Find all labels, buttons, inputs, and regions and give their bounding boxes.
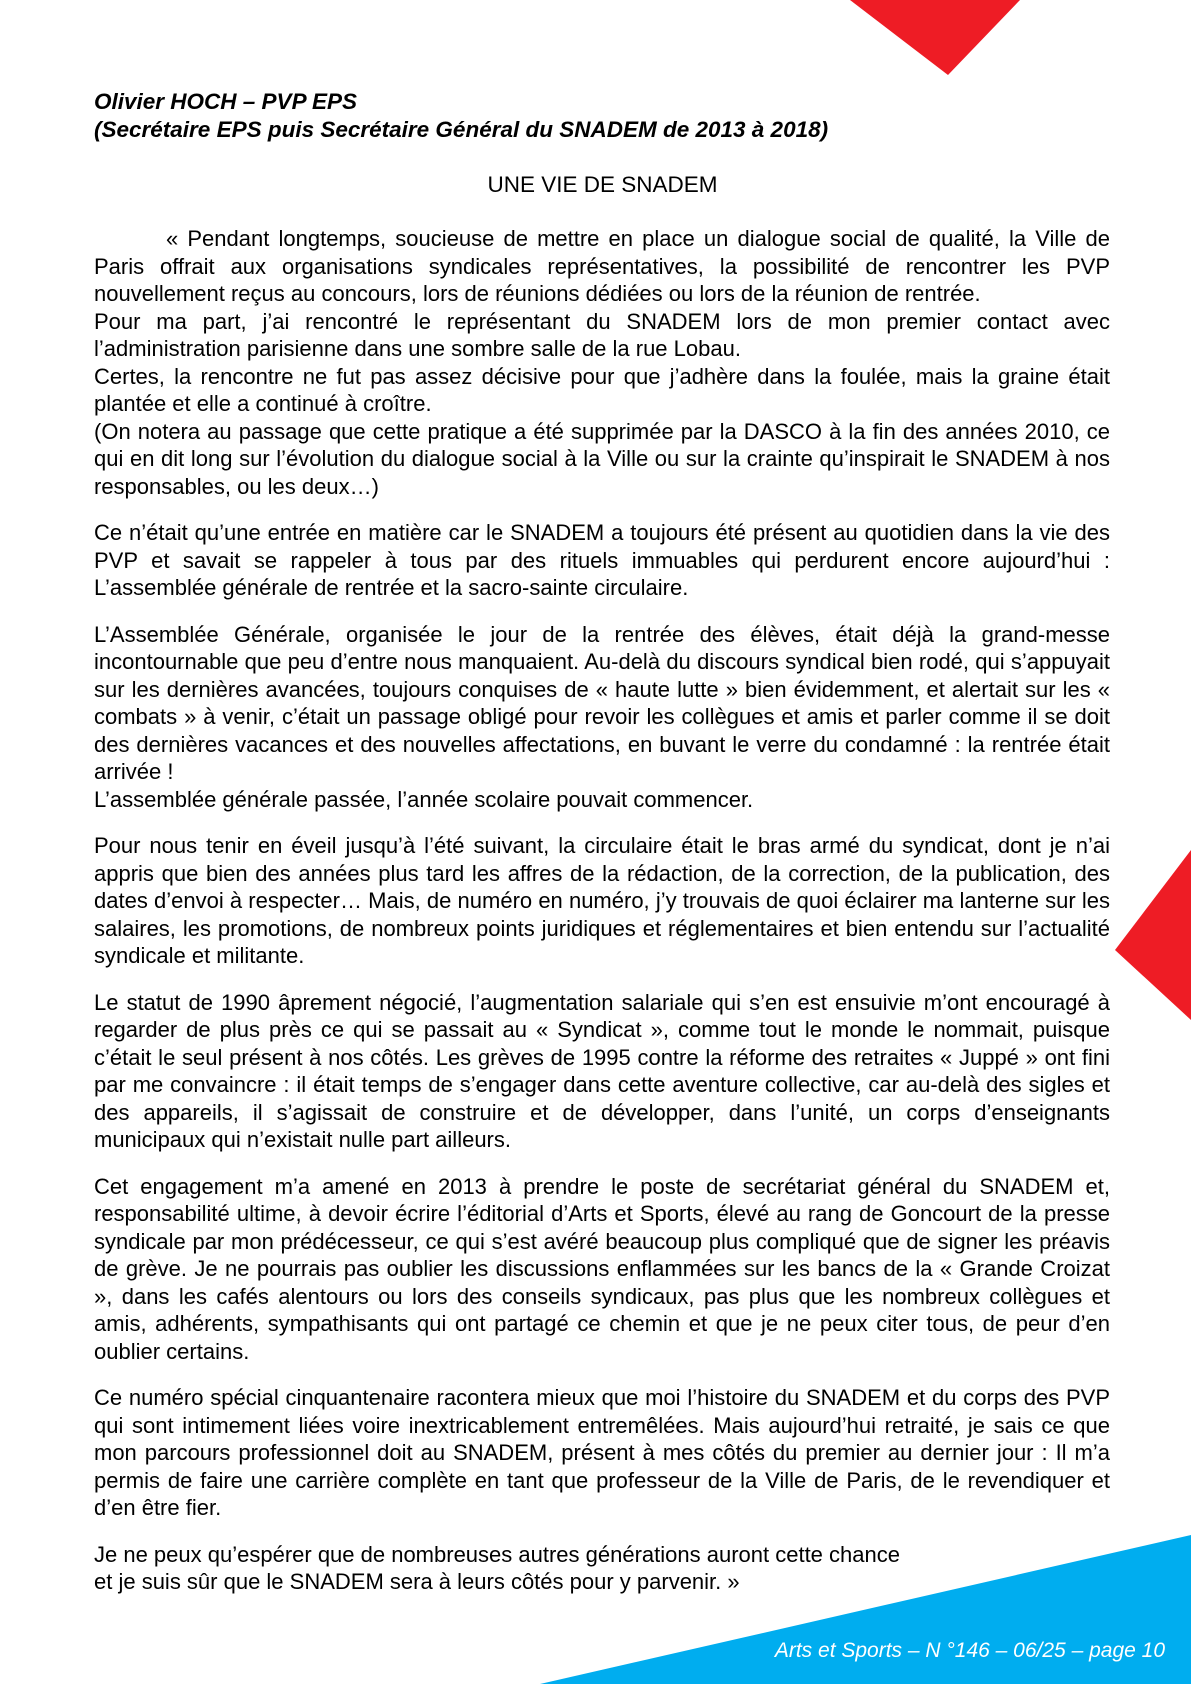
paragraph: L’assemblée générale passée, l’année scolaire pouvait commencer.	[94, 786, 754, 812]
article-title: UNE VIE DE SNADEM	[487, 172, 718, 197]
article-body	[94, 225, 1110, 1596]
paragraph: Certes, la rencontre ne fut pas assez décisive pour que j’adhère dans la foulée, mais la graine était plantée et elle a continué à croître.	[94, 363, 1110, 416]
top-red-triangle-shape	[850, 0, 1020, 75]
paragraph: « Pendant longtemps, soucieuse de mettre en place un dialogue social de qualité, la Ville de Paris offrait aux organisations syndicales représentatives, la possibilité de rencontrer les PVP nouvellement reçus au concours, lors de réunions dédiées ou lors de la réunion de rentrée.	[94, 226, 1110, 306]
author-name: Olivier HOCH – PVP EPS	[94, 89, 358, 114]
top-red-triangle	[850, 0, 1020, 76]
article-header	[94, 88, 1114, 143]
paragraph: Le statut de 1990 âprement négocié, l’augmentation salariale qui s’en est ensuivie m’ont encouragé à regarder de plus près ce qui se passait au « Syndicat », comme tout le monde le nommait, puisque c’était le seul présent à nos côtés. Les grèves de 1995 contre la réforme des retraites « Juppé » ont fini par me convaincre : il était temps de s’engager dans cette aventure collective, car au-delà des sigles et des appareils, il s’agissait de construire et de développer, dans l’unité, un corps d’enseignants municipaux qui n’existait nulle part ailleurs.	[94, 989, 1110, 1152]
paragraph: Ce numéro spécial cinquantenaire racontera mieux que moi l’histoire du SNADEM et du corps des PVP qui sont intimement liées voire inextricablement entremêlées. Mais aujourd’hui retraité, je sais ce que mon parcours professionnel doit au SNADEM, présent à mes côtés du premier au dernier jour : Il m’a permis de faire une carrière complète en tant que professeur de la Ville de Paris, de le revendiquer et d’en être fier.	[94, 1385, 1110, 1520]
paragraph: Pour nous tenir en éveil jusqu’à l’été suivant, la circulaire était le bras armé du syndicat, dont je n’ai appris que bien des années plus tard les affres de la rédaction, de la correction, de la publication, des dates d’envoi à respecter… Mais, de numéro en numéro, j’y trouvais de quoi éclairer ma lanterne sur les salaires, les promotions, de nombreux points juridiques et réglementaires et bien entendu sur l’actualité syndicale et militante.	[94, 833, 1110, 968]
paragraph: Cet engagement m’a amené en 2013 à prendre le poste de secrétariat général du SNADEM et, responsabilité ultime, à devoir écrire l’éditorial d’Arts et Sports, élevé au rang de Goncourt de la presse syndicale par mon prédécesseur, ce qui s’est avéré beaucoup plus compliqué que de signer les préavis de grève. Je ne pourrais pas oublier les discussions enflammées sur les bancs de la « Grande Croizat », dans les cafés alentours ou lors des conseils syndicaux, pas plus que les nombreux collègues et amis, adhérents, sympathisants qui ont partagé ce chemin et que je ne peux citer tous, de peur d’en oublier certains.	[94, 1173, 1110, 1364]
footer-page-info: Arts et Sports – N °146 – 06/25 – page 10	[774, 1639, 1165, 1662]
closing-line: Je ne peux qu’espérer que de nombreuses autres générations auront cette chance	[94, 1541, 900, 1567]
paragraph: L’Assemblée Générale, organisée le jour de la rentrée des élèves, était déjà la grand-messe incontournable que peu d’entre nous manquaient. Au-delà du discours syndical bien rodé, qui s’appuyait sur les dernières avancées, toujours conquises de « haute lutte » bien évidemment, et alertait sur les « combats » à venir, c’était un passage obligé pour revoir les collègues et amis et parler comme il se doit des dernières vacances et des nouvelles affectations, en buvant le verre du condamné : la rentrée était arrivée !	[94, 621, 1110, 784]
paragraph: (On notera au passage que cette pratique a été supprimée par la DASCO à la fin des années 2010, ce qui en dit long sur l’évolution du dialogue social à la Ville ou sur la crainte qu’inspirait le SNADEM à nos responsables, ou les deux…)	[94, 418, 1110, 499]
right-red-triangle-shape	[1115, 850, 1191, 1020]
paragraph: Ce n’était qu’une entrée en matière car le SNADEM a toujours été présent au quotidien dans la vie des PVP et savait se rappeler à tous par des rituels immuables qui perdurent encore aujourd’hui : L’assemblée générale de rentrée et la sacro-sainte circulaire.	[94, 520, 1110, 600]
closing-line: et je suis sûr que le SNADEM sera à leurs côtés pour y parvenir. »	[94, 1569, 740, 1594]
author-role: (Secrétaire EPS puis Secrétaire Général du SNADEM de 2013 à 2018)	[94, 116, 829, 142]
paragraph: Pour ma part, j’ai rencontré le représentant du SNADEM lors de mon premier contact avec l’administration parisienne dans une sombre salle de la rue Lobau.	[94, 308, 1110, 361]
right-red-triangle	[1115, 850, 1191, 1022]
